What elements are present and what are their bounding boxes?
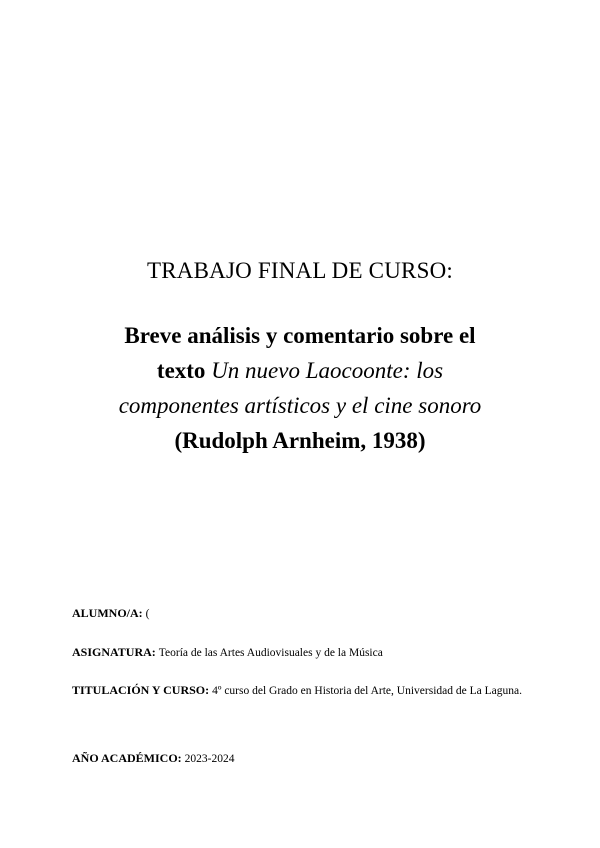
title-line-3-italic: componentes artísticos y el cine sonoro [118,393,482,418]
document-title [40,318,560,458]
title-line-2-italic: Un nuevo Laocoonte: los [211,358,444,383]
alumno-row [72,600,532,627]
title-line-2 [40,353,560,388]
title-line-1: Breve análisis y comentario sobre el [124,323,476,348]
titulacion-label: TITULACIÓN Y CURSO: [72,683,210,697]
asignatura-label: ASIGNATURA: [72,645,156,659]
anio-academico-value: 2023-2024 [184,753,235,765]
document-heading: TRABAJO FINAL DE CURSO: [147,258,453,283]
asignatura-row [72,639,532,666]
titulacion-row [72,677,532,704]
alumno-value: ( [145,608,150,620]
title-line-4: (Rudolph Arnheim, 1938) [174,428,426,453]
asignatura-value: Teoría de las Artes Audiovisuales y de la Música [158,647,383,659]
title-line-3 [40,388,560,423]
anio-academico-row [72,745,532,772]
titulacion-value: 4º curso del Grado en Historia del Arte, Universidad de La Laguna. [212,685,522,697]
title-line-2-prefix: texto [156,358,212,383]
anio-academico-label: AÑO ACADÉMICO: [72,751,182,765]
alumno-label: ALUMNO/A: [72,606,143,620]
